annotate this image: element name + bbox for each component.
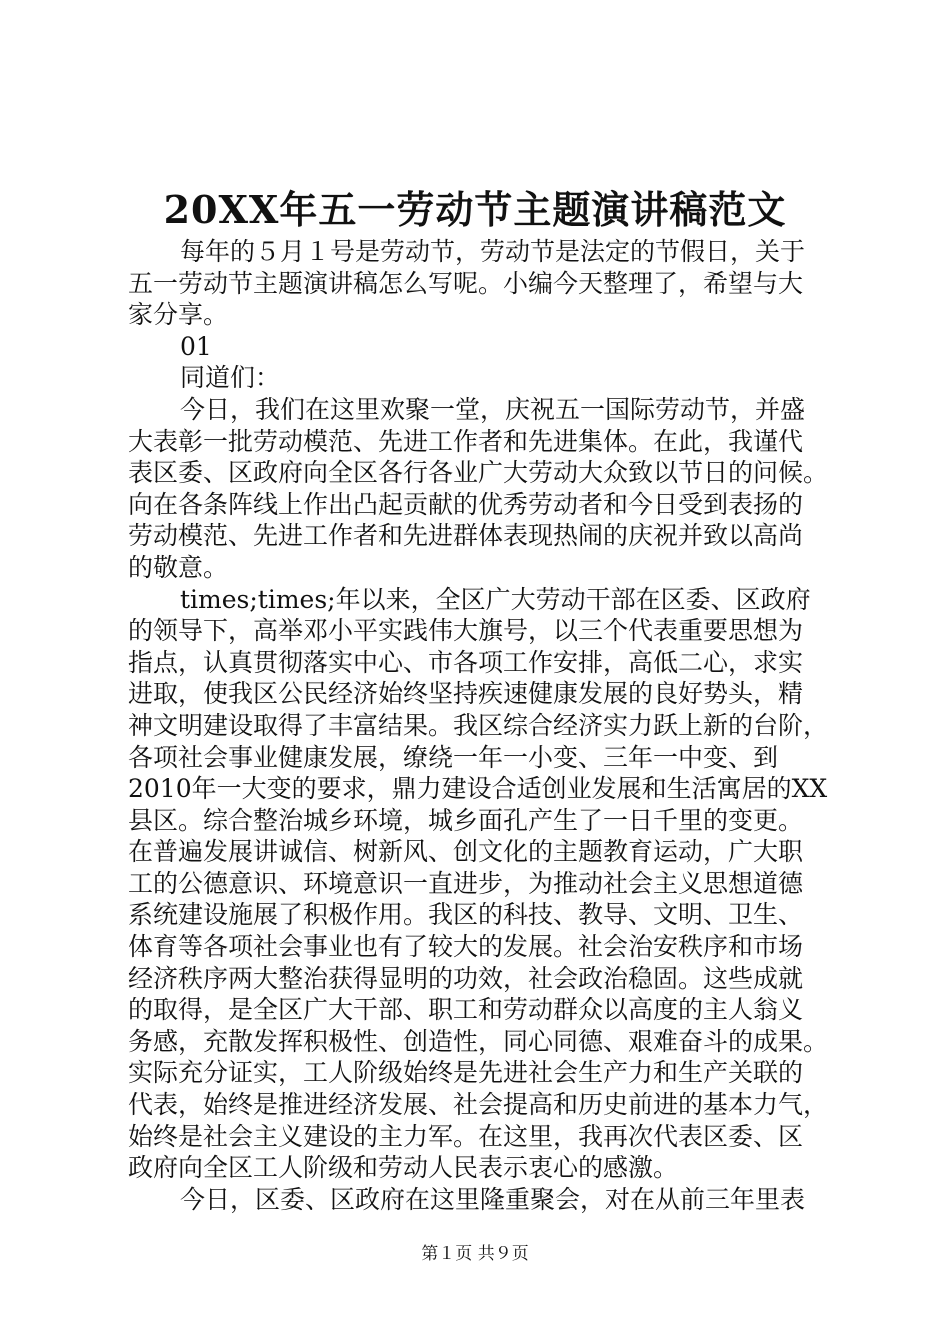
section-number: 01 bbox=[180, 331, 212, 361]
text-line: 家分享。 bbox=[128, 300, 229, 330]
text-line: 进取，使我区公民经济始终坚持疾速健康发展的良好势头，精 bbox=[128, 679, 804, 709]
salutation: 同道们： bbox=[180, 363, 281, 393]
text-line: times;times;年以来，全区广大劳动干部在区委、区政府 bbox=[180, 584, 811, 614]
text-line: 经济秩序两大整治获得显明的功效，社会政治稳固。这些成就 bbox=[128, 963, 804, 993]
text-line: 体育等各项社会事业也有了较大的发展。社会治安秩序和市场 bbox=[128, 932, 804, 962]
document-body bbox=[128, 236, 848, 1215]
text-line: 大表彰一批劳动模范、先进工作者和先进集体。在此，我谨代 bbox=[128, 426, 804, 456]
text-line: 在普遍发展讲诚信、树新风、创文化的主题教育运动，广大职 bbox=[128, 837, 804, 867]
text-line: 的敬意。 bbox=[128, 552, 229, 582]
text-line: 实际充分证实，工人阶级始终是先进社会生产力和生产关联的 bbox=[128, 1058, 804, 1088]
text-line: 今日，我们在这里欢聚一堂，庆祝五一国际劳动节，并盛 bbox=[180, 394, 806, 424]
text-line: 县区。综合整治城乡环境，城乡面孔产生了一日千里的变更。 bbox=[128, 805, 804, 835]
text-line: 务感，充散发挥积极性、创造性，同心同德、艰难奋斗的成果。 bbox=[128, 1026, 829, 1056]
text-line: 劳动模范、先进工作者和先进群体表现热闹的庆祝并致以高尚 bbox=[128, 521, 804, 551]
text-line: 的领导下，高举邓小平实践伟大旗号，以三个代表重要思想为 bbox=[128, 616, 804, 646]
document-title: 20XX年五一劳动节主题演讲稿范文 bbox=[163, 187, 787, 232]
text-line: 工的公德意识、环境意识一直进步，为推动社会主义思想道德 bbox=[128, 868, 804, 898]
text-line: 指点，认真贯彻落实中心、市各项工作安排，高低二心，求实 bbox=[128, 647, 804, 677]
text-line: 始终是社会主义建设的主力军。在这里，我再次代表区委、区 bbox=[128, 1121, 804, 1151]
text-line: 向在各条阵线上作出凸起贡献的优秀劳动者和今日受到表扬的 bbox=[128, 489, 804, 519]
text-line: 表区委、区政府向全区各行各业广大劳动大众致以节日的问候。 bbox=[128, 458, 829, 488]
text-line: 代表，始终是推进经济发展、社会提高和历史前进的基本力气， bbox=[128, 1090, 829, 1120]
text-line: 五一劳动节主题演讲稿怎么写呢。小编今天整理了，希望与大 bbox=[128, 268, 804, 298]
text-line: 2010年一大变的要求，鼎力建设合适创业发展和生活寓居的XX bbox=[128, 774, 828, 804]
text-line: 各项社会事业健康发展，缭绕一年一小变、三年一中变、到 bbox=[128, 742, 779, 772]
text-line: 神文明建设取得了丰富结果。我区综合经济实力跃上新的台阶， bbox=[128, 710, 829, 740]
text-line: 的取得，是全区广大干部、职工和劳动群众以高度的主人翁义 bbox=[128, 995, 804, 1025]
text-line: 今日，区委、区政府在这里隆重聚会，对在从前三年里表 bbox=[180, 1184, 806, 1214]
text-line: 每年的５月１号是劳动节，劳动节是法定的节假日，关于 bbox=[180, 237, 806, 266]
text-line: 系统建设施展了积极作用。我区的科技、教导、文明、卫生、 bbox=[128, 900, 804, 930]
text-line: 政府向全区工人阶级和劳动人民表示衷心的感激。 bbox=[128, 1153, 679, 1183]
page-footer: 第１页 共９页 bbox=[421, 1244, 529, 1264]
